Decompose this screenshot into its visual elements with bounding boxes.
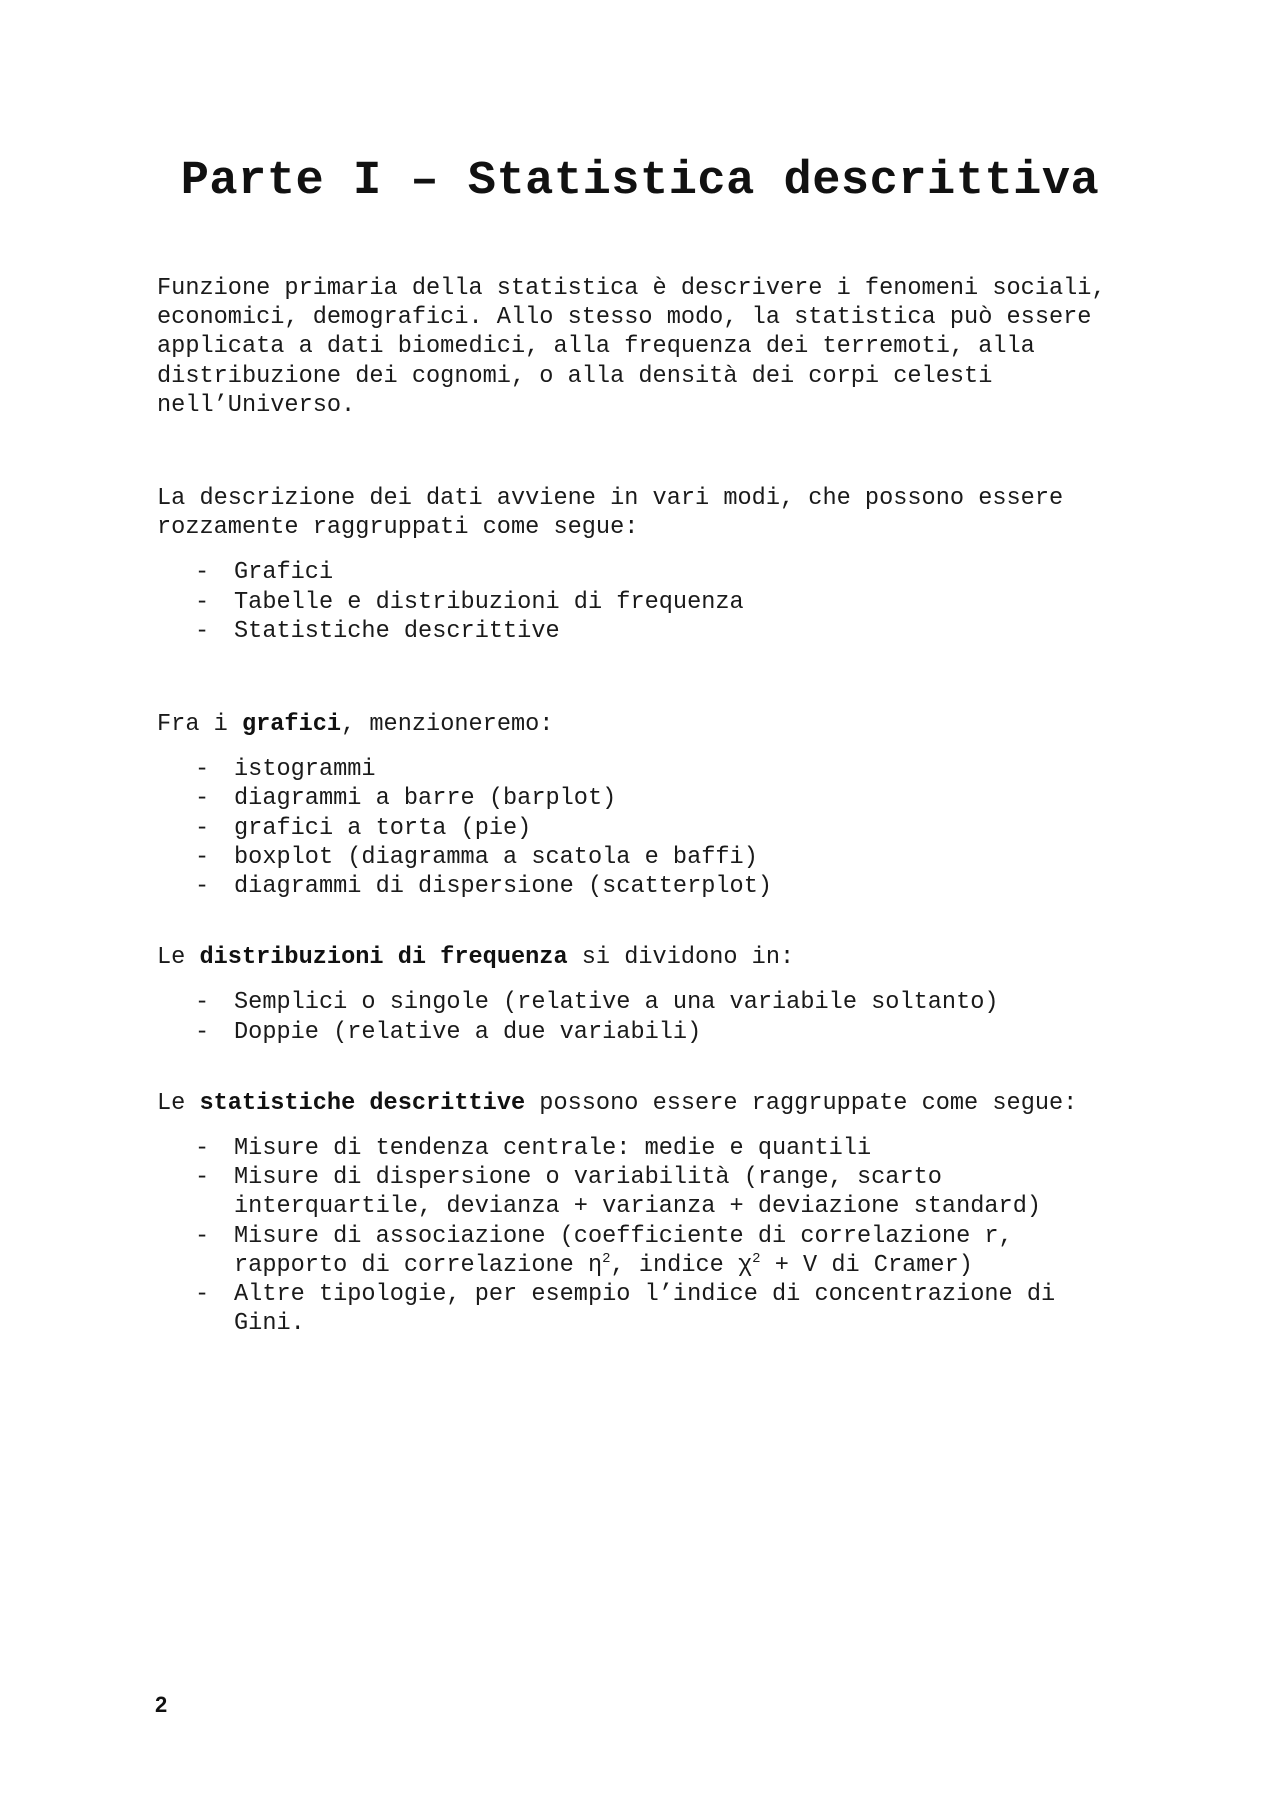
- list-dash: -: [195, 1222, 210, 1250]
- list-dash: -: [195, 1018, 210, 1046]
- bold-term: statistiche descrittive: [199, 1089, 526, 1117]
- list-item: - diagrammi a barre (barplot): [195, 785, 617, 813]
- page-number: 2: [155, 1692, 168, 1717]
- frequency-list: [157, 988, 1167, 1046]
- list-dash: -: [195, 588, 210, 616]
- list-dash: -: [195, 843, 210, 871]
- list-item: - istogrammi: [195, 756, 376, 784]
- description-paragraph: La descrizione dei dati avviene in vari modi, che possono essere rozzamente raggruppati come segue:: [157, 485, 1064, 542]
- bold-term: distribuzioni di frequenza: [199, 944, 568, 972]
- stats-intro: Le statistiche descrittive possono essere raggruppate come segue:: [157, 1089, 1078, 1117]
- page-body: [157, 274, 1167, 1338]
- graphs-list: [157, 755, 1167, 901]
- list-item: - grafici a torta (pie): [195, 814, 532, 842]
- list-dash: -: [195, 814, 210, 842]
- list-item: - Grafici: [195, 559, 334, 587]
- list-item: - Altre tipologie, per esempio l’indice di concentrazione di Gini.: [195, 1281, 1056, 1338]
- list-dash: -: [195, 1281, 210, 1309]
- list-dash: -: [195, 989, 210, 1017]
- description-list: [157, 558, 1167, 646]
- stats-list: [157, 1134, 1167, 1338]
- intro-paragraph: Funzione primaria della statistica è descrivere i fenomeni sociali, economici, demografici. Allo stesso modo, la statistica può essere applicata a dati biomedici, alla frequenza dei terremoti, alla distribuzione dei cognomi, o alla densità dei corpi celesti nell’Universo.: [157, 275, 1106, 419]
- graphs-intro: Fra i grafici, menzioneremo:: [157, 711, 554, 739]
- bold-term: grafici: [241, 711, 342, 739]
- list-dash: -: [195, 559, 210, 587]
- list-item: - diagrammi di dispersione (scatterplot): [195, 873, 773, 901]
- frequency-intro: Le distribuzioni di frequenza si dividono in:: [157, 944, 795, 972]
- list-dash: -: [195, 1164, 210, 1192]
- list-dash: -: [195, 617, 210, 645]
- list-item: - Tabelle e distribuzioni di frequenza: [195, 588, 744, 616]
- superscript: 2: [752, 1250, 761, 1267]
- list-dash: -: [195, 873, 210, 901]
- list-item: - Misure di associazione (coefficiente di correlazione r, rapporto di correlazione $\eta^2$, indice $\chi^2 + V$ di Cramer): [195, 1222, 1013, 1279]
- list-item: - Semplici o singole (relative a una variabile soltanto): [195, 989, 999, 1017]
- list-item: - Misure di dispersione o variabilità (range, scarto interquartile, devianza + varianza + deviazione standard): [195, 1164, 1042, 1221]
- page-title: Parte I – Statistica descrittiva: [180, 155, 1100, 208]
- list-dash: -: [195, 785, 210, 813]
- list-item: - Doppie (relative a due variabili): [195, 1018, 702, 1046]
- list-item: - boxplot (diagramma a scatola e baffi): [195, 843, 758, 871]
- list-item: - Statistiche descrittive: [195, 617, 560, 645]
- list-item: - Misure di tendenza centrale: medie e quantili: [195, 1135, 872, 1163]
- list-dash: -: [195, 756, 210, 784]
- list-dash: -: [195, 1135, 210, 1163]
- superscript: 2: [602, 1250, 611, 1267]
